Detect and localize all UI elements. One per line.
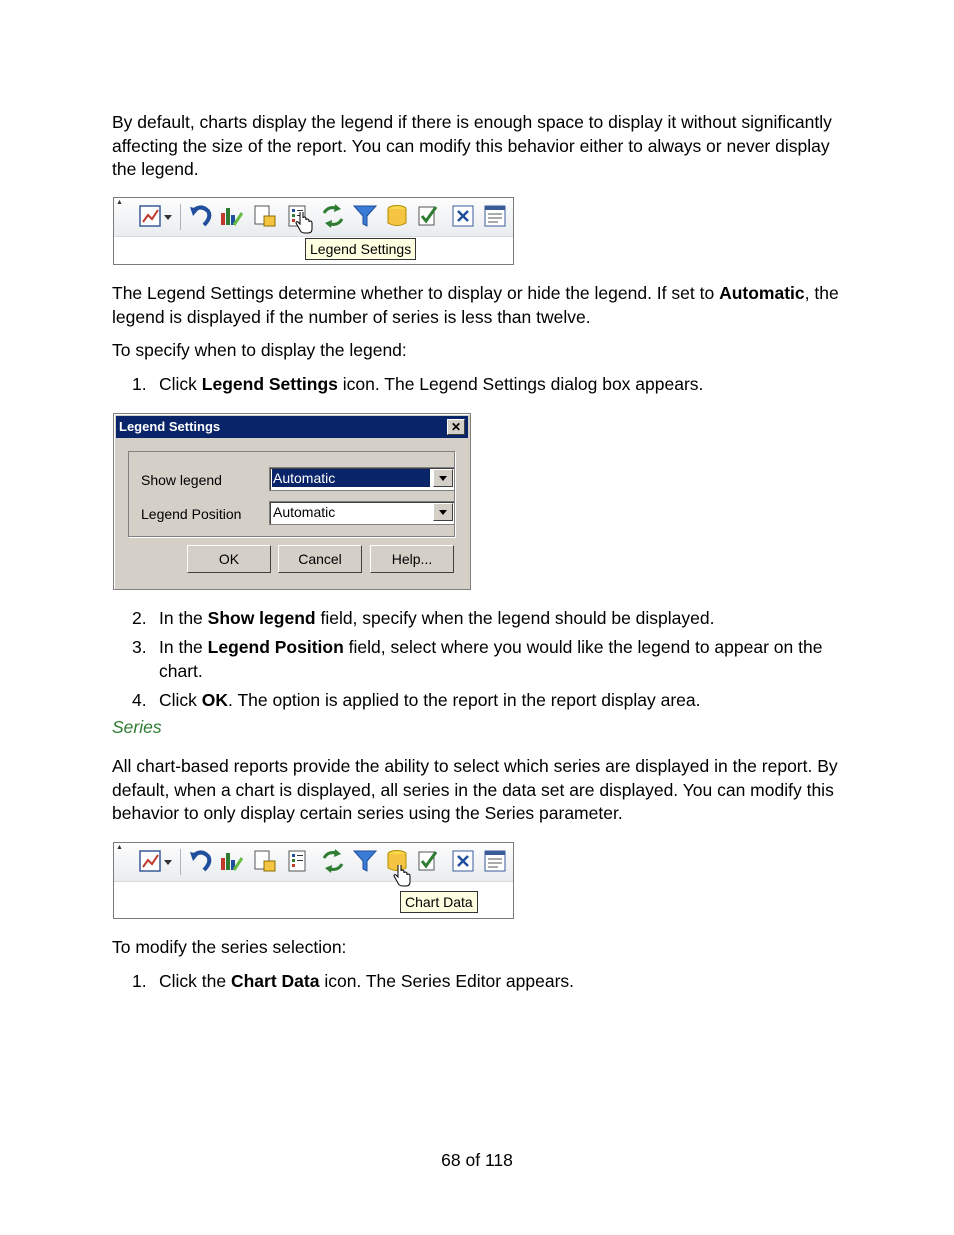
chevron-down-icon[interactable] — [433, 503, 453, 521]
toolbar-separator — [180, 204, 181, 230]
undo-icon[interactable] — [188, 848, 214, 874]
chart-wizard-icon[interactable] — [218, 848, 244, 874]
excel-export-icon[interactable] — [450, 848, 476, 874]
show-legend-label: Show legend — [141, 472, 222, 488]
legend-settings-icon[interactable] — [286, 848, 312, 874]
report-icon[interactable] — [252, 203, 278, 229]
close-icon[interactable]: ✕ — [447, 419, 465, 435]
text-view-icon[interactable] — [482, 203, 508, 229]
dialog-group-box — [128, 451, 455, 537]
page-number: 68 of 118 — [441, 1150, 513, 1170]
report-icon[interactable] — [252, 848, 278, 874]
list-item: 1. Click the Chart Data icon. The Series Editor appears. — [132, 971, 575, 991]
chevron-down-icon[interactable] — [433, 469, 453, 487]
filter-icon[interactable] — [352, 203, 378, 229]
legend-position-select[interactable]: Automatic — [269, 501, 455, 525]
chart-type-icon[interactable] — [138, 848, 164, 874]
filter-icon[interactable] — [352, 848, 378, 874]
list-item: 1. Click Legend Settings icon. The Legend Settings dialog box appears. — [132, 374, 704, 394]
chart-data-tooltip: Chart Data — [400, 891, 478, 913]
legend-settings-dialog — [113, 413, 471, 590]
list-item: 2. In the Show legend field, specify when the legend should be displayed. — [132, 608, 715, 628]
refresh-icon[interactable] — [320, 203, 346, 229]
toolbar-separator — [180, 849, 181, 875]
show-legend-select[interactable]: Automatic — [269, 467, 455, 491]
specify-intro: To specify when to display the legend: — [112, 340, 407, 360]
check-edit-icon[interactable] — [416, 203, 442, 229]
legend-settings-tooltip: Legend Settings — [305, 238, 416, 260]
toolbar-screenshot-series — [113, 842, 514, 919]
chevron-down-icon[interactable] — [162, 848, 174, 874]
legend-position-label: Legend Position — [141, 506, 242, 522]
list-item: 3. In the Legend Position field, select where you would like the legend to appear on the chart. — [132, 637, 823, 681]
hand-cursor-icon — [294, 212, 314, 236]
legend-settings-paragraph: The Legend Settings determine whether to display or hide the legend. If set to Automatic, the legend is displayed if the number of series is less than twelve. — [112, 283, 839, 327]
chart-type-icon[interactable] — [138, 203, 164, 229]
intro-paragraph: By default, charts display the legend if there is enough space to display it without significantly affecting the size of the report. You can modify this behavior either to always or never display the legend. — [112, 112, 832, 179]
corner-marker-icon: ▲ — [116, 199, 123, 206]
automatic-term: Automatic — [719, 283, 805, 303]
hand-cursor-icon — [392, 865, 412, 889]
excel-export-icon[interactable] — [450, 203, 476, 229]
text-view-icon[interactable] — [482, 848, 508, 874]
refresh-icon[interactable] — [320, 848, 346, 874]
modify-intro: To modify the series selection: — [112, 937, 347, 957]
ok-button[interactable]: OK — [187, 545, 271, 573]
chart-data-icon[interactable] — [384, 203, 410, 229]
list-item: 4. Click OK. The option is applied to the report in the report display area. — [132, 690, 701, 710]
chart-wizard-icon[interactable] — [218, 203, 244, 229]
series-heading: Series — [112, 717, 162, 737]
undo-icon[interactable] — [188, 203, 214, 229]
corner-marker-icon: ▲ — [116, 844, 123, 851]
dialog-title: Legend Settings — [119, 419, 221, 434]
cancel-button[interactable]: Cancel — [278, 545, 362, 573]
dialog-title-bar — [116, 416, 468, 438]
check-edit-icon[interactable] — [416, 848, 442, 874]
chevron-down-icon[interactable] — [162, 203, 174, 229]
help-button[interactable]: Help... — [370, 545, 454, 573]
toolbar-screenshot-legend — [113, 197, 514, 265]
series-paragraph: All chart-based reports provide the ability to select which series are displayed in the report. By default, when a chart is displayed, all series in the data set are displayed. You can modify this behavior to only display certain series using the Series parameter. — [112, 756, 838, 823]
